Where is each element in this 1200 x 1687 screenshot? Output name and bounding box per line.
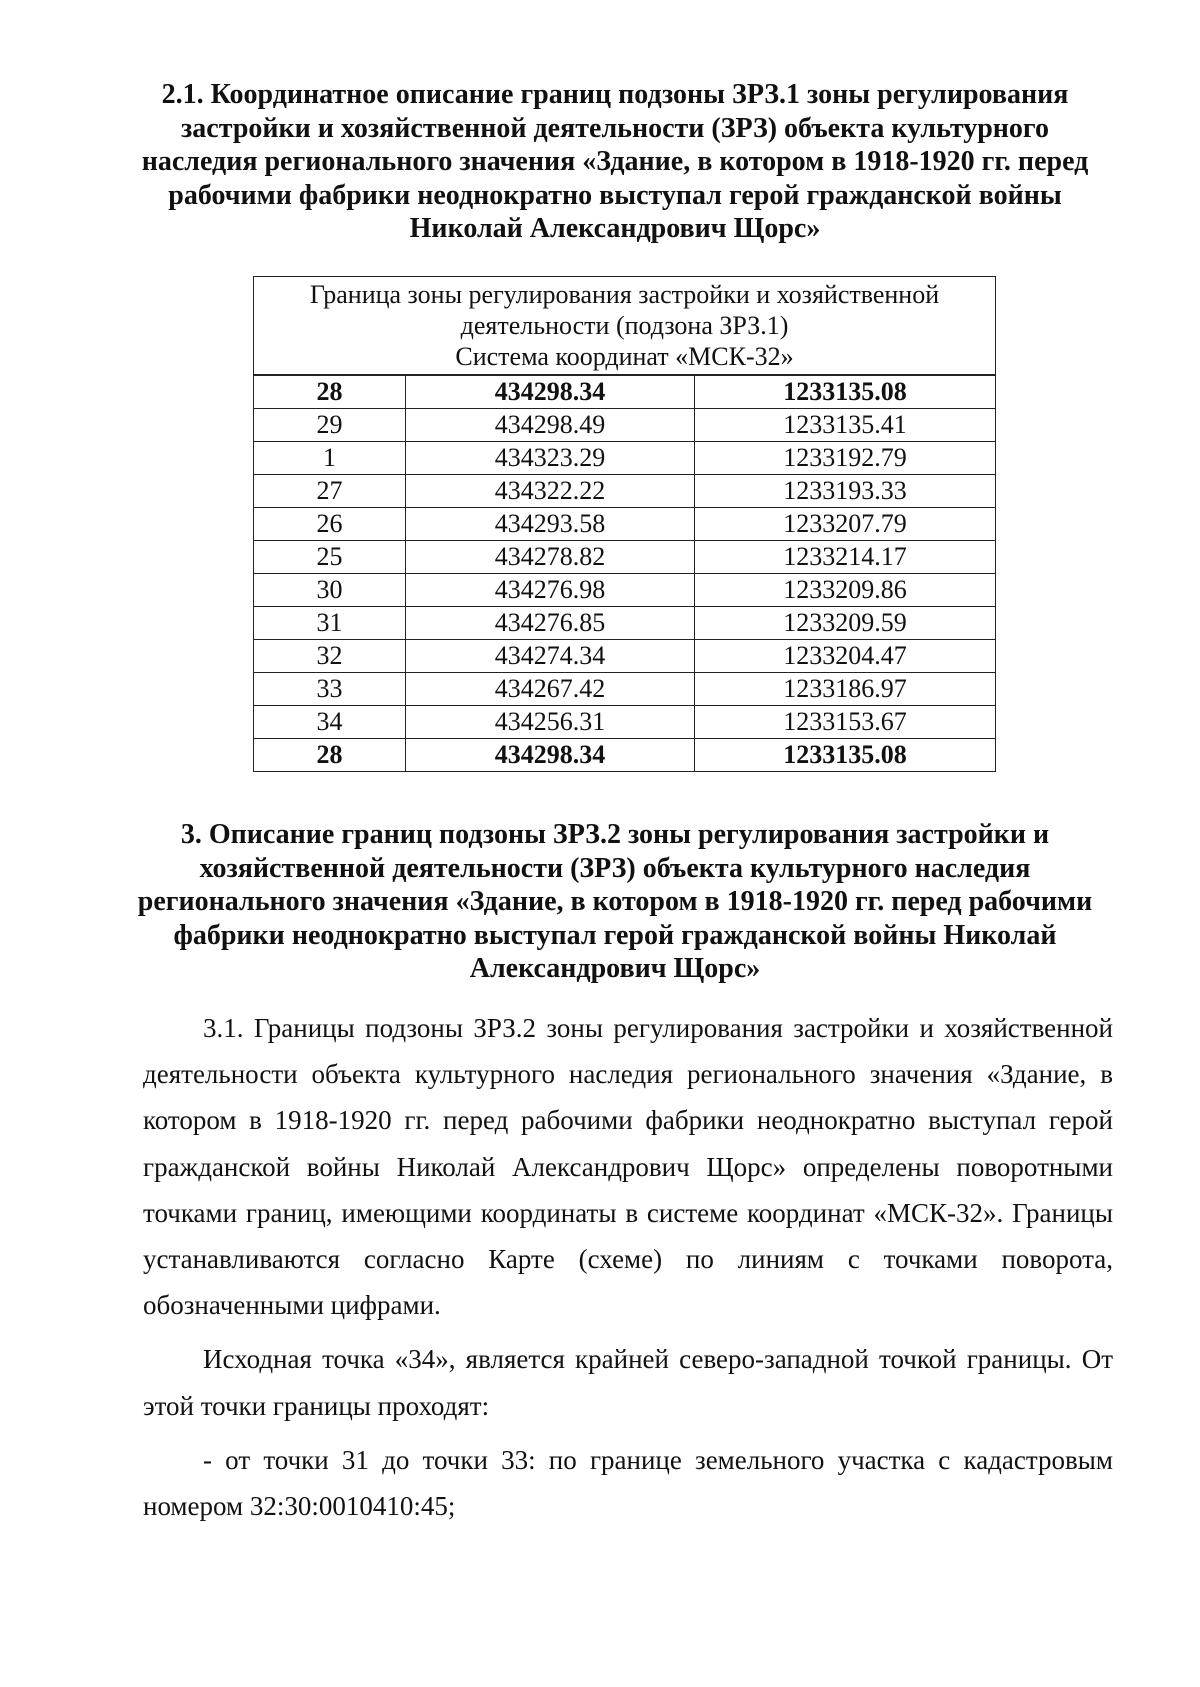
point-number-cell: 28: [254, 739, 406, 772]
point-number-cell: 26: [254, 508, 406, 541]
section-2-1-heading: [120, 78, 1110, 246]
y-coordinate-cell: 1233135.41: [695, 409, 996, 442]
y-coordinate-cell: 1233207.79: [695, 508, 996, 541]
table-row: [254, 442, 996, 475]
x-coordinate-cell: 434274.34: [406, 640, 695, 673]
heading-line: регионального значения «Здание, в котором в 1918-1920 гг. перед рабочими: [137, 886, 1093, 917]
y-coordinate-cell: 1233135.08: [695, 375, 996, 409]
x-coordinate-cell: 434293.58: [406, 508, 695, 541]
heading-line: хозяйственной деятельности (ЗРЗ) объекта культурного наследия: [199, 852, 1031, 884]
x-coordinate-cell: 434256.31: [406, 706, 695, 739]
point-number-cell: 33: [254, 673, 406, 706]
point-number-cell: 27: [254, 475, 406, 508]
table-row: [254, 706, 996, 739]
point-number-cell: 28: [254, 375, 406, 409]
paragraph-start-point: Исходная точка «34», является крайней северо-западной точкой границы. От этой точки границы проходят:: [143, 1344, 1113, 1421]
y-coordinate-cell: 1233209.86: [695, 574, 996, 607]
heading-line: наследия регионального значения «Здание, в котором в 1918-1920 гг. перед: [141, 146, 1089, 177]
table-row: [254, 574, 996, 607]
table-row: [254, 375, 996, 409]
y-coordinate-cell: 1233186.97: [695, 673, 996, 706]
x-coordinate-cell: 434323.29: [406, 442, 695, 475]
table-row: [254, 508, 996, 541]
table-row: [254, 673, 996, 706]
table-header-line: Граница зоны регулирования застройки и хозяйственной: [309, 280, 940, 309]
heading-line: застройки и хозяйственной деятельности (ЗРЗ) объекта культурного: [181, 112, 1049, 144]
point-number-cell: 31: [254, 607, 406, 640]
x-coordinate-cell: 434298.49: [406, 409, 695, 442]
table-row: [254, 739, 996, 772]
table-header-row: [254, 277, 996, 376]
x-coordinate-cell: 434298.34: [406, 739, 695, 772]
x-coordinate-cell: 434267.42: [406, 673, 695, 706]
table-header-line: деятельности (подзона ЗРЗ.1): [460, 311, 789, 340]
y-coordinate-cell: 1233204.47: [695, 640, 996, 673]
x-coordinate-cell: 434278.82: [406, 541, 695, 574]
paragraph-segment: - от точки 31 до точки 33: по границе земельного участка с кадастровым номером 32:30:0010410:45;: [143, 1444, 1113, 1522]
point-number-cell: 25: [254, 541, 406, 574]
point-number-cell: 1: [254, 442, 406, 475]
y-coordinate-cell: 1233209.59: [695, 607, 996, 640]
paragraph-3-1: 3.1. Границы подзоны ЗРЗ.2 зоны регулирования застройки и хозяйственной деятельности объекта культурного наследия регионального значения «Здание, в котором в 1918-1920 гг. перед рабочими фабрики неоднократно выступал герой гражданской войны Николай Александрович Щорс» определены поворотными точками границ, имеющими координаты в системе координат «МСК-32». Границы устанавливаются согласно Карте (схеме) по линиям с точками поворота, обозначенными цифрами.: [143, 1013, 1113, 1321]
table-header-cell: [254, 277, 996, 376]
heading-line: 2.1. Координатное описание границ подзоны ЗРЗ.1 зоны регулирования: [161, 79, 1069, 110]
y-coordinate-cell: 1233214.17: [695, 541, 996, 574]
table-row: [254, 475, 996, 508]
y-coordinate-cell: 1233192.79: [695, 442, 996, 475]
heading-line: Александрович Щорс»: [469, 953, 761, 984]
table-row: [254, 607, 996, 640]
coordinates-table: [253, 276, 996, 772]
x-coordinate-cell: 434276.98: [406, 574, 695, 607]
y-coordinate-cell: 1233153.67: [695, 706, 996, 739]
section-3-heading: [120, 818, 1110, 986]
point-number-cell: 29: [254, 409, 406, 442]
x-coordinate-cell: 434298.34: [406, 375, 695, 409]
section-3-body: [143, 1005, 1113, 1529]
point-number-cell: 32: [254, 640, 406, 673]
heading-line: рабочими фабрики неоднократно выступал герой гражданской войны: [168, 179, 1062, 211]
table-row: [254, 640, 996, 673]
table-row: [254, 409, 996, 442]
heading-line: фабрики неоднократно выступал герой гражданской войны Николай: [173, 919, 1057, 951]
point-number-cell: 34: [254, 706, 406, 739]
heading-line: 3. Описание границ подзоны ЗРЗ.2 зоны регулирования застройки и: [180, 819, 1050, 850]
point-number-cell: 30: [254, 574, 406, 607]
heading-line: Николай Александрович Щорс»: [409, 213, 821, 244]
table-header-line: Система координат «МСК-32»: [455, 342, 794, 371]
y-coordinate-cell: 1233135.08: [695, 739, 996, 772]
table-row: [254, 541, 996, 574]
x-coordinate-cell: 434276.85: [406, 607, 695, 640]
y-coordinate-cell: 1233193.33: [695, 475, 996, 508]
x-coordinate-cell: 434322.22: [406, 475, 695, 508]
